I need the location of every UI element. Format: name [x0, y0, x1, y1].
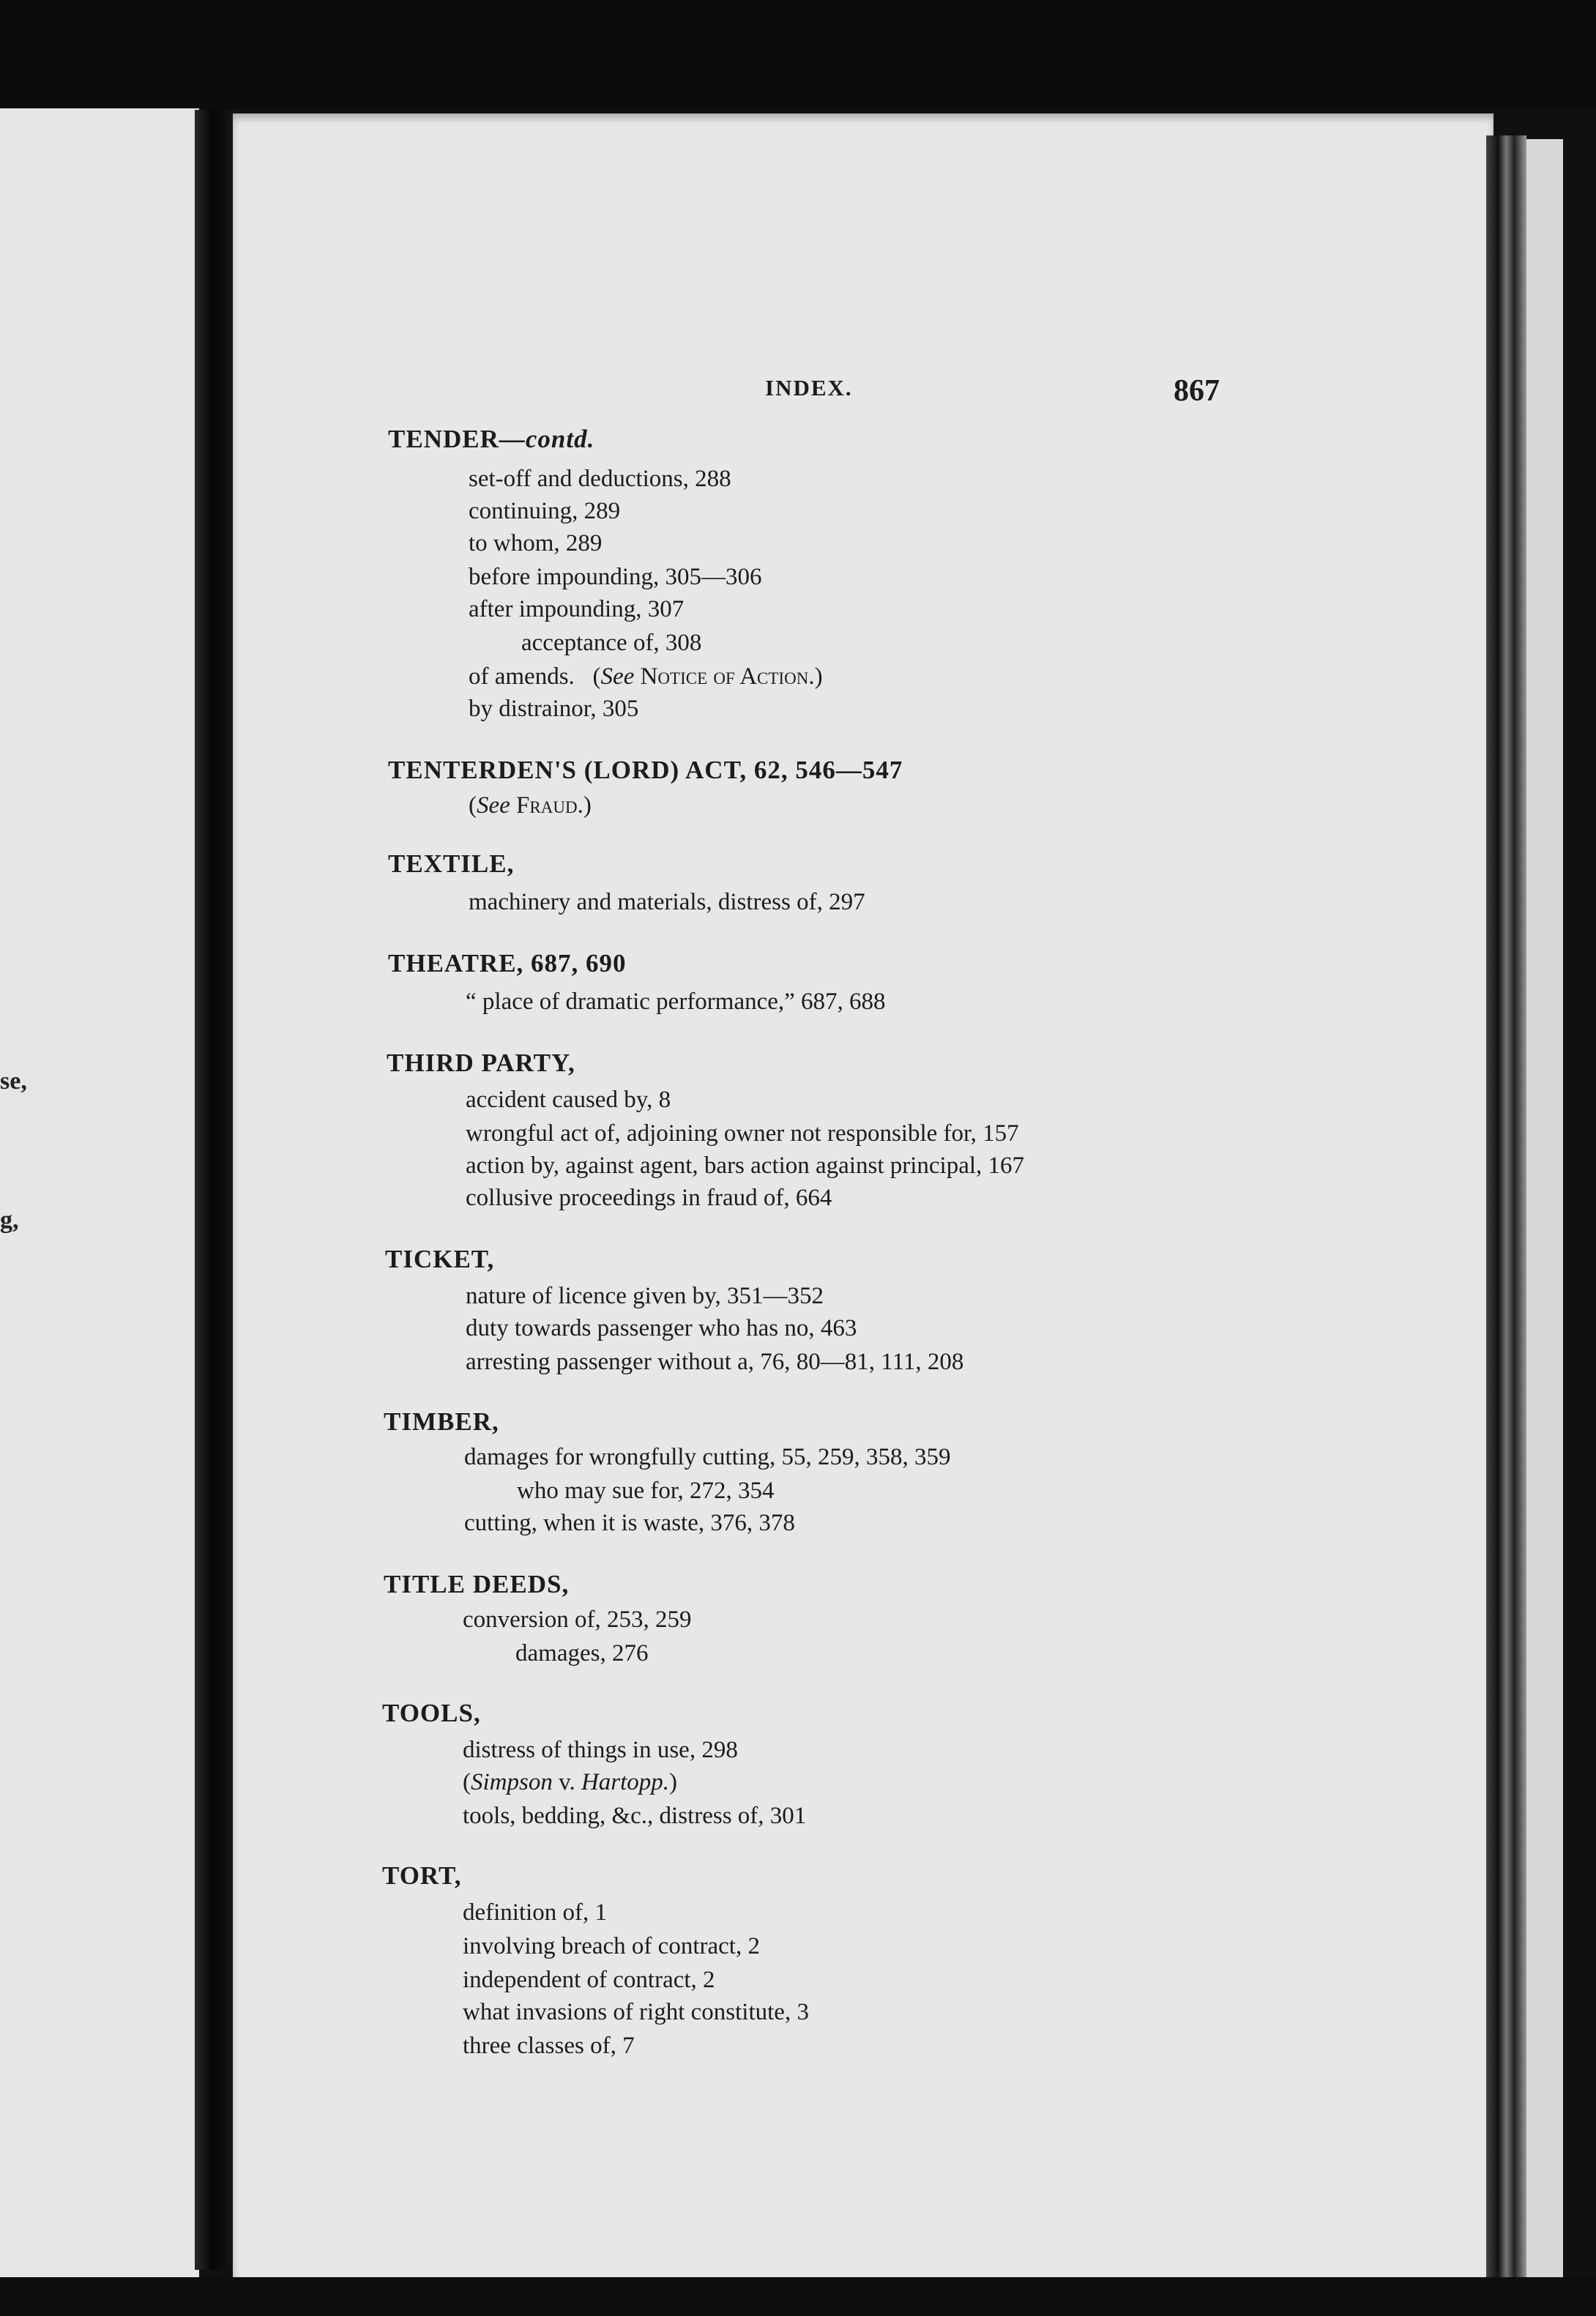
index-heading-title-deeds: TITLE DEEDS, — [384, 1570, 570, 1598]
scan-top-border — [0, 0, 1596, 110]
index-line: “ place of dramatic performance,” 687, 688 — [466, 988, 886, 1015]
index-line: before impounding, 305—306 — [469, 564, 762, 590]
book-gutter — [195, 110, 239, 2270]
index-line: conversion of, 253, 259 — [463, 1606, 692, 1633]
index-line: accident caused by, 8 — [466, 1087, 671, 1113]
index-subline: acceptance of, 308 — [521, 630, 702, 656]
index-heading-ticket: TICKET, — [385, 1245, 495, 1273]
index-heading-tender: TENDER—contd. — [388, 425, 595, 453]
index-case-citation: (Simpson v. Hartopp.) — [463, 1769, 678, 1795]
index-line: three classes of, 7 — [463, 2033, 635, 2059]
index-line: of amends. (See Notice of Action.) — [469, 663, 823, 690]
index-line: action by, against agent, bars action against principal, 167 — [466, 1153, 1025, 1179]
index-heading-tort: TORT, — [382, 1861, 462, 1890]
scan-bottom-border — [0, 2277, 1596, 2316]
index-line: (See Fraud.) — [469, 792, 592, 819]
index-line: continuing, 289 — [469, 498, 621, 524]
index-heading-theatre: THEATRE, 687, 690 — [388, 949, 627, 978]
index-line: duty towards passenger who has no, 463 — [466, 1315, 857, 1341]
index-heading-third-party: THIRD PARTY, — [387, 1049, 575, 1077]
index-line: nature of licence given by, 351—352 — [466, 1283, 824, 1309]
index-heading-tenterden: TENTERDEN'S (LORD) ACT, 62, 546—547 — [388, 756, 903, 784]
running-head: INDEX. — [765, 375, 853, 401]
index-line: distress of things in use, 298 — [463, 1737, 738, 1763]
index-line: set-off and deductions, 288 — [469, 466, 731, 492]
index-line: by distrainor, 305 — [469, 696, 639, 722]
index-line: to whom, 289 — [469, 530, 603, 556]
index-subline: who may sue for, 272, 354 — [517, 1478, 775, 1504]
index-line: definition of, 1 — [463, 1899, 608, 1926]
index-line: machinery and materials, distress of, 297 — [469, 889, 865, 915]
facing-page-fragment: se, — [0, 1068, 27, 1095]
index-line: after impounding, 307 — [469, 596, 685, 622]
index-line: damages for wrongfully cutting, 55, 259, 358, 359 — [464, 1444, 951, 1470]
index-line: independent of contract, 2 — [463, 1967, 715, 1993]
index-line: tools, bedding, &c., distress of, 301 — [463, 1803, 807, 1829]
page-number: 867 — [1174, 374, 1220, 408]
page-edge-stack — [1486, 135, 1526, 2285]
scan-margin — [1526, 139, 1563, 2281]
index-heading-timber: TIMBER, — [384, 1407, 499, 1436]
index-line: involving breach of contract, 2 — [463, 1933, 760, 1959]
index-heading-tools: TOOLS, — [382, 1699, 481, 1727]
index-line: wrongful act of, adjoining owner not responsible for, 157 — [466, 1120, 1019, 1147]
facing-page-edge — [0, 108, 199, 2285]
index-line: what invasions of right constitute, 3 — [463, 1999, 809, 2025]
index-heading-textile: TEXTILE, — [388, 849, 515, 878]
index-subline: damages, 276 — [515, 1640, 649, 1667]
index-line: arresting passenger without a, 76, 80—81, 111, 208 — [466, 1349, 964, 1375]
index-line: collusive proceedings in fraud of, 664 — [466, 1185, 832, 1211]
index-line: cutting, when it is waste, 376, 378 — [464, 1510, 795, 1536]
facing-page-fragment: g, — [0, 1207, 19, 1234]
